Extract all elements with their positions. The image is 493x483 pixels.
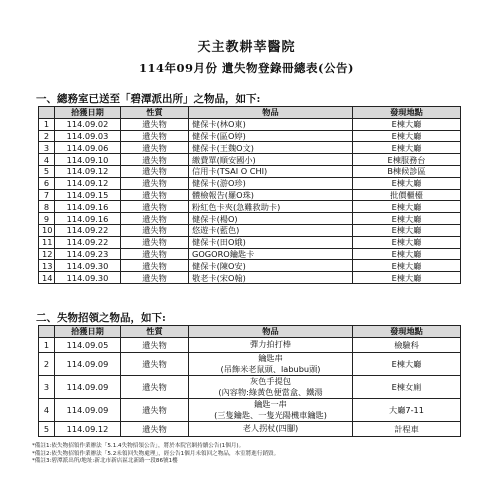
found-date: 114.09.09 [55,352,121,375]
table-row [39,398,461,421]
row-index: 14 [39,272,55,284]
found-date: 114.09.06 [55,142,121,154]
item-description: 健保卡(林O東) [189,118,353,130]
table-row [39,154,461,166]
footnote: *備註1:依失物招領作業辦法「5.1.4失物招領公告」，將於本院官網持續公告(1個月)。 [32,443,245,449]
table-row [39,118,461,130]
table-row [39,130,461,142]
row-index: 11 [39,236,55,248]
item-kind: 遺失物 [121,154,189,166]
table-row [39,224,461,236]
item-kind: 遺失物 [121,260,189,272]
found-date: 114.09.03 [55,130,121,142]
found-date: 114.09.05 [55,337,121,352]
item-line: 老人拐杖(四腳) [242,423,299,434]
found-place: E棟大廳 [353,177,461,189]
found-place: E棟服務台 [353,154,461,166]
section-2-heading: 二、失物招領之物品，如下: [36,312,166,324]
found-place: E棟大廳 [353,224,461,236]
found-place: E棟大廳 [353,248,461,260]
item-kind: 遺失物 [121,352,189,375]
found-place: E棟大廳 [353,130,461,142]
table-row [39,375,461,398]
item-description: 健保卡(區O婷) [189,130,353,142]
row-index: 5 [39,421,55,436]
table-row [39,177,461,189]
table-row [39,260,461,272]
item-description: 健保卡(楊O) [189,213,353,225]
section-1-heading: 一、總務室已送至「碧潭派出所」之物品，如下: [36,93,261,105]
footnote: *備註3:碧潭派出所/地址:新北市新店區北新路一段86號1樓 [32,458,178,464]
found-place: 大廳7-11 [353,398,461,421]
footnote: *備註2:依失物招領作業辦法「5.2未領回失物處理」，經公告1個月未領回之物品，本室將進行銷毀。 [32,450,280,457]
table-row [39,421,461,436]
row-index: 3 [39,142,55,154]
item-line: (內容物:綠黃色便當盒、鐵湯 [218,386,323,397]
column-header-index [39,107,55,119]
found-place: E棟大廳 [353,142,461,154]
item-description: 健保卡(王魏O文) [189,142,353,154]
row-index: 10 [39,224,55,236]
row-index: 2 [39,130,55,142]
item-description [189,337,353,352]
found-place: E棟大廳 [353,352,461,375]
row-index: 4 [39,398,55,421]
row-index: 13 [39,260,55,272]
found-date: 114.09.02 [55,118,121,130]
item-description: 敬老卡(宋O翰) [189,272,353,284]
item-kind: 遺失物 [121,130,189,142]
item-kind: 遺失物 [121,398,189,421]
found-place: E棟大廳 [353,201,461,213]
found-date: 114.09.09 [55,398,121,421]
row-index: 12 [39,248,55,260]
column-header-place: 發現地點 [353,107,461,119]
found-place: E棟大廳 [353,236,461,248]
table-row [39,201,461,213]
found-date: 114.09.22 [55,224,121,236]
found-place: E棟大廳 [353,272,461,284]
table-row [39,272,461,284]
item-line: 鑰匙一串 [254,398,287,409]
item-line: (三隻鑰匙、一隻光陽機車鑰匙) [214,409,327,420]
found-date: 114.09.16 [55,201,121,213]
item-description [189,352,353,375]
column-header-kind: 性質 [121,326,189,338]
column-header-index [39,326,55,338]
item-kind: 遺失物 [121,142,189,154]
item-line: 灰色手提包 [250,375,291,386]
item-kind: 遺失物 [121,248,189,260]
row-index: 8 [39,201,55,213]
row-index: 1 [39,118,55,130]
item-description [189,421,353,436]
found-date: 114.09.12 [55,177,121,189]
found-place: E棟大廳 [353,213,461,225]
hospital-title: 天主教耕莘醫院 [197,40,296,55]
found-place: E棟大廳 [353,260,461,272]
item-kind: 遺失物 [121,224,189,236]
item-line: 鑰匙串 [258,352,283,363]
item-description: GOGORO鑰匙卡 [189,248,353,260]
item-kind: 遺失物 [121,421,189,436]
item-kind: 遺失物 [121,272,189,284]
table-row [39,142,461,154]
item-description: 健保卡(游O珍) [189,177,353,189]
item-description: 繳費單(順安國小) [189,154,353,166]
found-place: 批價櫃檯 [353,189,461,201]
column-header-place: 發現地點 [353,326,461,338]
row-index: 3 [39,375,55,398]
item-line: (吊飾米老鼠頭、labubu頭) [220,363,321,374]
row-index: 9 [39,213,55,225]
item-description [189,375,353,398]
item-kind: 遺失物 [121,177,189,189]
found-date: 114.09.15 [55,189,121,201]
found-date: 114.09.22 [55,236,121,248]
column-header-date: 拾獲日期 [55,107,121,119]
table-row [39,352,461,375]
found-date: 114.09.12 [55,165,121,177]
item-kind: 遺失物 [121,165,189,177]
row-index: 5 [39,165,55,177]
row-index: 4 [39,154,55,166]
item-kind: 遺失物 [121,189,189,201]
table-row [39,248,461,260]
found-date: 114.09.23 [55,248,121,260]
table-header-row [39,107,461,119]
item-kind: 遺失物 [121,375,189,398]
footnotes [32,443,279,466]
item-kind: 遺失物 [121,213,189,225]
found-place: 檢驗科 [353,337,461,352]
found-place: E棟大廳 [353,118,461,130]
item-description: 健保卡(田O娥) [189,236,353,248]
table-row [39,165,461,177]
item-description: 粉紅色卡夾(急難救助卡) [189,201,353,213]
table-row [39,213,461,225]
found-place: B棟候診區 [353,165,461,177]
found-date: 114.09.16 [55,213,121,225]
item-description: 體檢報告(羅O珠) [189,189,353,201]
table-row [39,337,461,352]
column-header-item: 物品 [189,326,353,338]
item-kind: 遺失物 [121,201,189,213]
column-header-kind: 性質 [121,107,189,119]
row-index: 6 [39,177,55,189]
found-date: 114.09.30 [55,260,121,272]
found-place: E棟女廁 [353,375,461,398]
found-date: 114.09.09 [55,375,121,398]
found-date: 114.09.30 [55,272,121,284]
item-description: 健保卡(陳O安) [189,260,353,272]
column-header-date: 拾獲日期 [55,326,121,338]
row-index: 2 [39,352,55,375]
found-date: 114.09.10 [55,154,121,166]
lost-and-found-table [38,325,461,437]
item-kind: 遺失物 [121,118,189,130]
item-description: 悠遊卡(藍色) [189,224,353,236]
found-date: 114.09.12 [55,421,121,436]
document-subtitle: 114年09月份 遺失物登錄冊總表(公告) [139,61,354,75]
item-description: 信用卡(TSAI O CHI) [189,165,353,177]
police-transfer-table [38,106,461,284]
table-header-row [39,326,461,338]
item-kind: 遺失物 [121,337,189,352]
row-index: 1 [39,337,55,352]
item-description [189,398,353,421]
table-row [39,189,461,201]
row-index: 7 [39,189,55,201]
item-kind: 遺失物 [121,236,189,248]
column-header-item: 物品 [189,107,353,119]
table-row [39,236,461,248]
found-place: 計程車 [353,421,461,436]
item-line: 彈力拍打棒 [250,339,291,350]
